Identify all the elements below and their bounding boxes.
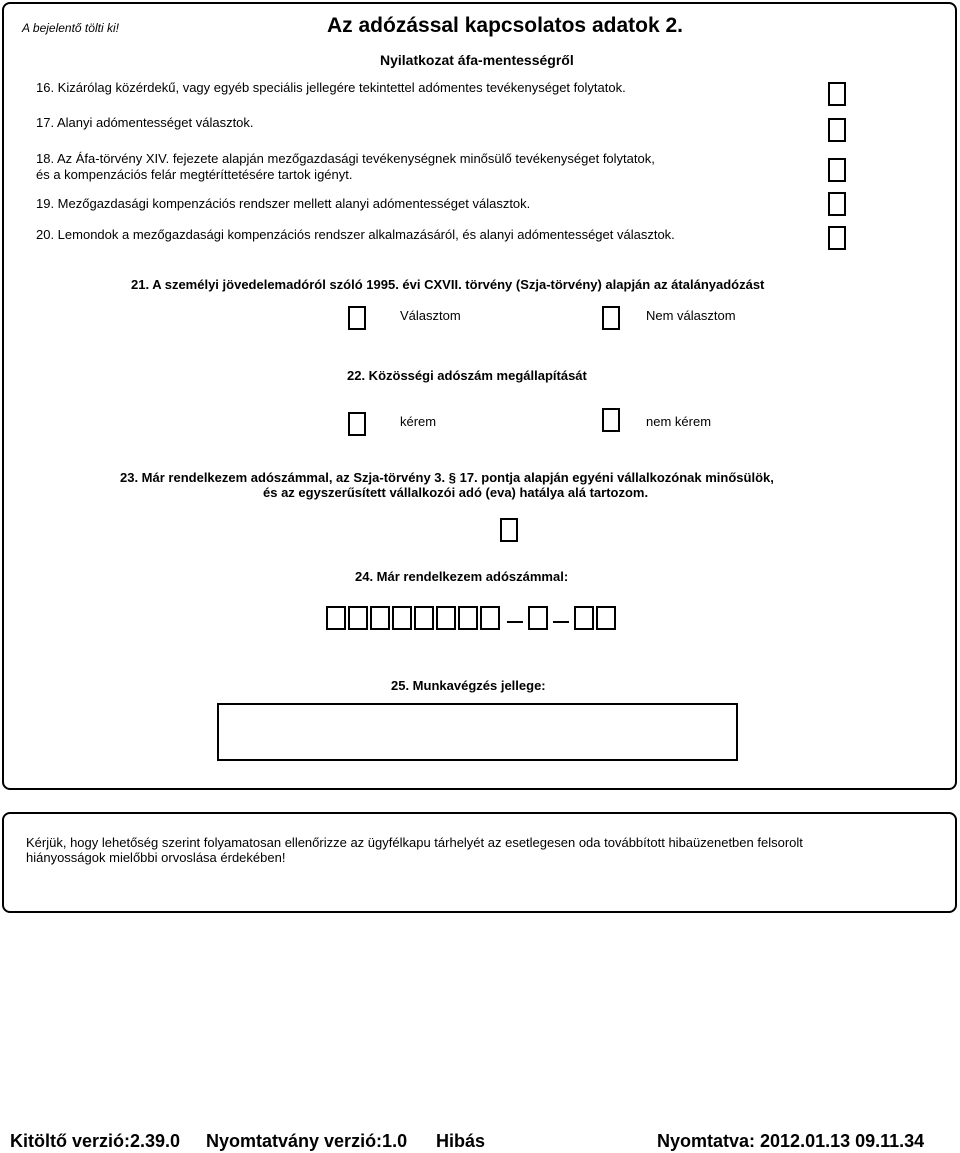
validation-status: Hibás	[436, 1131, 486, 1151]
item-24-heading: 24. Már rendelkezem adószámmal:	[355, 569, 569, 584]
item-21-heading: 21. A személyi jövedelemadóról szóló 1995. évi CXVII. törvény (Szja-törvény) alapján az átalányadózást	[131, 277, 765, 292]
item-17-checkbox[interactable]	[828, 118, 846, 142]
notice-text-line1: Kérjük, hogy lehetőség szerint folyamatosan ellenőrizze az ügyfélkapu tárhelyét az esetlegesen oda továbbított hibaüzenetben felsorolt	[26, 835, 803, 850]
item-17-label: 17. Alanyi adómentességet választok.	[36, 115, 254, 130]
tax-number-vat-code[interactable]	[528, 606, 548, 630]
item-22-heading: 22. Közösségi adószám megállapítását	[347, 368, 587, 383]
tax-number-digit-5[interactable]	[414, 606, 434, 630]
item-18-label-line2: és a kompenzációs felár megtéríttetésére tartok igényt.	[36, 167, 353, 182]
item-16-checkbox[interactable]	[828, 82, 846, 106]
item-21-not-choose-label: Nem választom	[646, 308, 736, 323]
side-note: A bejelentő tölti ki!	[22, 21, 119, 35]
notice-text-line2: hiányosságok mielőbbi orvoslása érdekében!	[26, 850, 286, 865]
item-23-heading-line1: 23. Már rendelkezem adószámmal, az Szja-törvény 3. § 17. pontja alapján egyéni vállalkozónak minősülök,	[120, 470, 774, 485]
section-subtitle: Nyilatkozat áfa-mentességről	[380, 52, 574, 68]
item-19-checkbox[interactable]	[828, 192, 846, 216]
filler-version: Kitöltő verzió:2.39.0	[10, 1131, 181, 1151]
tax-number-digit-6[interactable]	[436, 606, 456, 630]
item-22-not-request-checkbox[interactable]	[602, 408, 620, 432]
page-title: Az adózással kapcsolatos adatok 2.	[327, 14, 683, 37]
item-19-label: 19. Mezőgazdasági kompenzációs rendszer mellett alanyi adómentességet választok.	[36, 196, 531, 211]
item-23-heading-line2: és az egyszerűsített vállalkozói adó (eva) hatálya alá tartozom.	[263, 485, 649, 500]
work-nature-textarea[interactable]	[217, 703, 738, 761]
item-18-label-line1: 18. Az Áfa-törvény XIV. fejezete alapján mezőgazdasági tevékenységnek minősülő tevékenységet folytatok,	[36, 151, 655, 166]
tax-number-county-2[interactable]	[596, 606, 616, 630]
item-16-label: 16. Kizárólag közérdekű, vagy egyéb speciális jellegére tekintettel adómentes tevékenységet folytatok.	[36, 80, 626, 95]
tax-number-digit-2[interactable]	[348, 606, 368, 630]
print-timestamp: Nyomtatva: 2012.01.13 09.11.34	[657, 1131, 925, 1151]
item-22-not-request-label: nem kérem	[646, 414, 712, 429]
tax-number-digit-1[interactable]	[326, 606, 346, 630]
form-version: Nyomtatvány verzió:1.0	[206, 1131, 408, 1151]
item-23-checkbox[interactable]	[500, 518, 518, 542]
tax-number-county-1[interactable]	[574, 606, 594, 630]
item-21-not-choose-checkbox[interactable]	[602, 306, 620, 330]
tax-number-digit-8[interactable]	[480, 606, 500, 630]
item-21-choose-checkbox[interactable]	[348, 306, 366, 330]
item-25-heading: 25. Munkavégzés jellege:	[391, 678, 546, 693]
item-22-request-label: kérem	[400, 414, 437, 429]
item-20-checkbox[interactable]	[828, 226, 846, 250]
tax-number-digit-4[interactable]	[392, 606, 412, 630]
item-20-label: 20. Lemondok a mezőgazdasági kompenzációs rendszer alkalmazásáról, és alanyi adómentességet választok.	[36, 227, 675, 242]
tax-number-separator-1	[507, 621, 523, 623]
item-22-request-checkbox[interactable]	[348, 412, 366, 436]
item-21-choose-label: Választom	[400, 308, 461, 323]
item-18-checkbox[interactable]	[828, 158, 846, 182]
tax-number-digit-3[interactable]	[370, 606, 390, 630]
tax-number-digit-7[interactable]	[458, 606, 478, 630]
tax-number-separator-2	[553, 621, 569, 623]
